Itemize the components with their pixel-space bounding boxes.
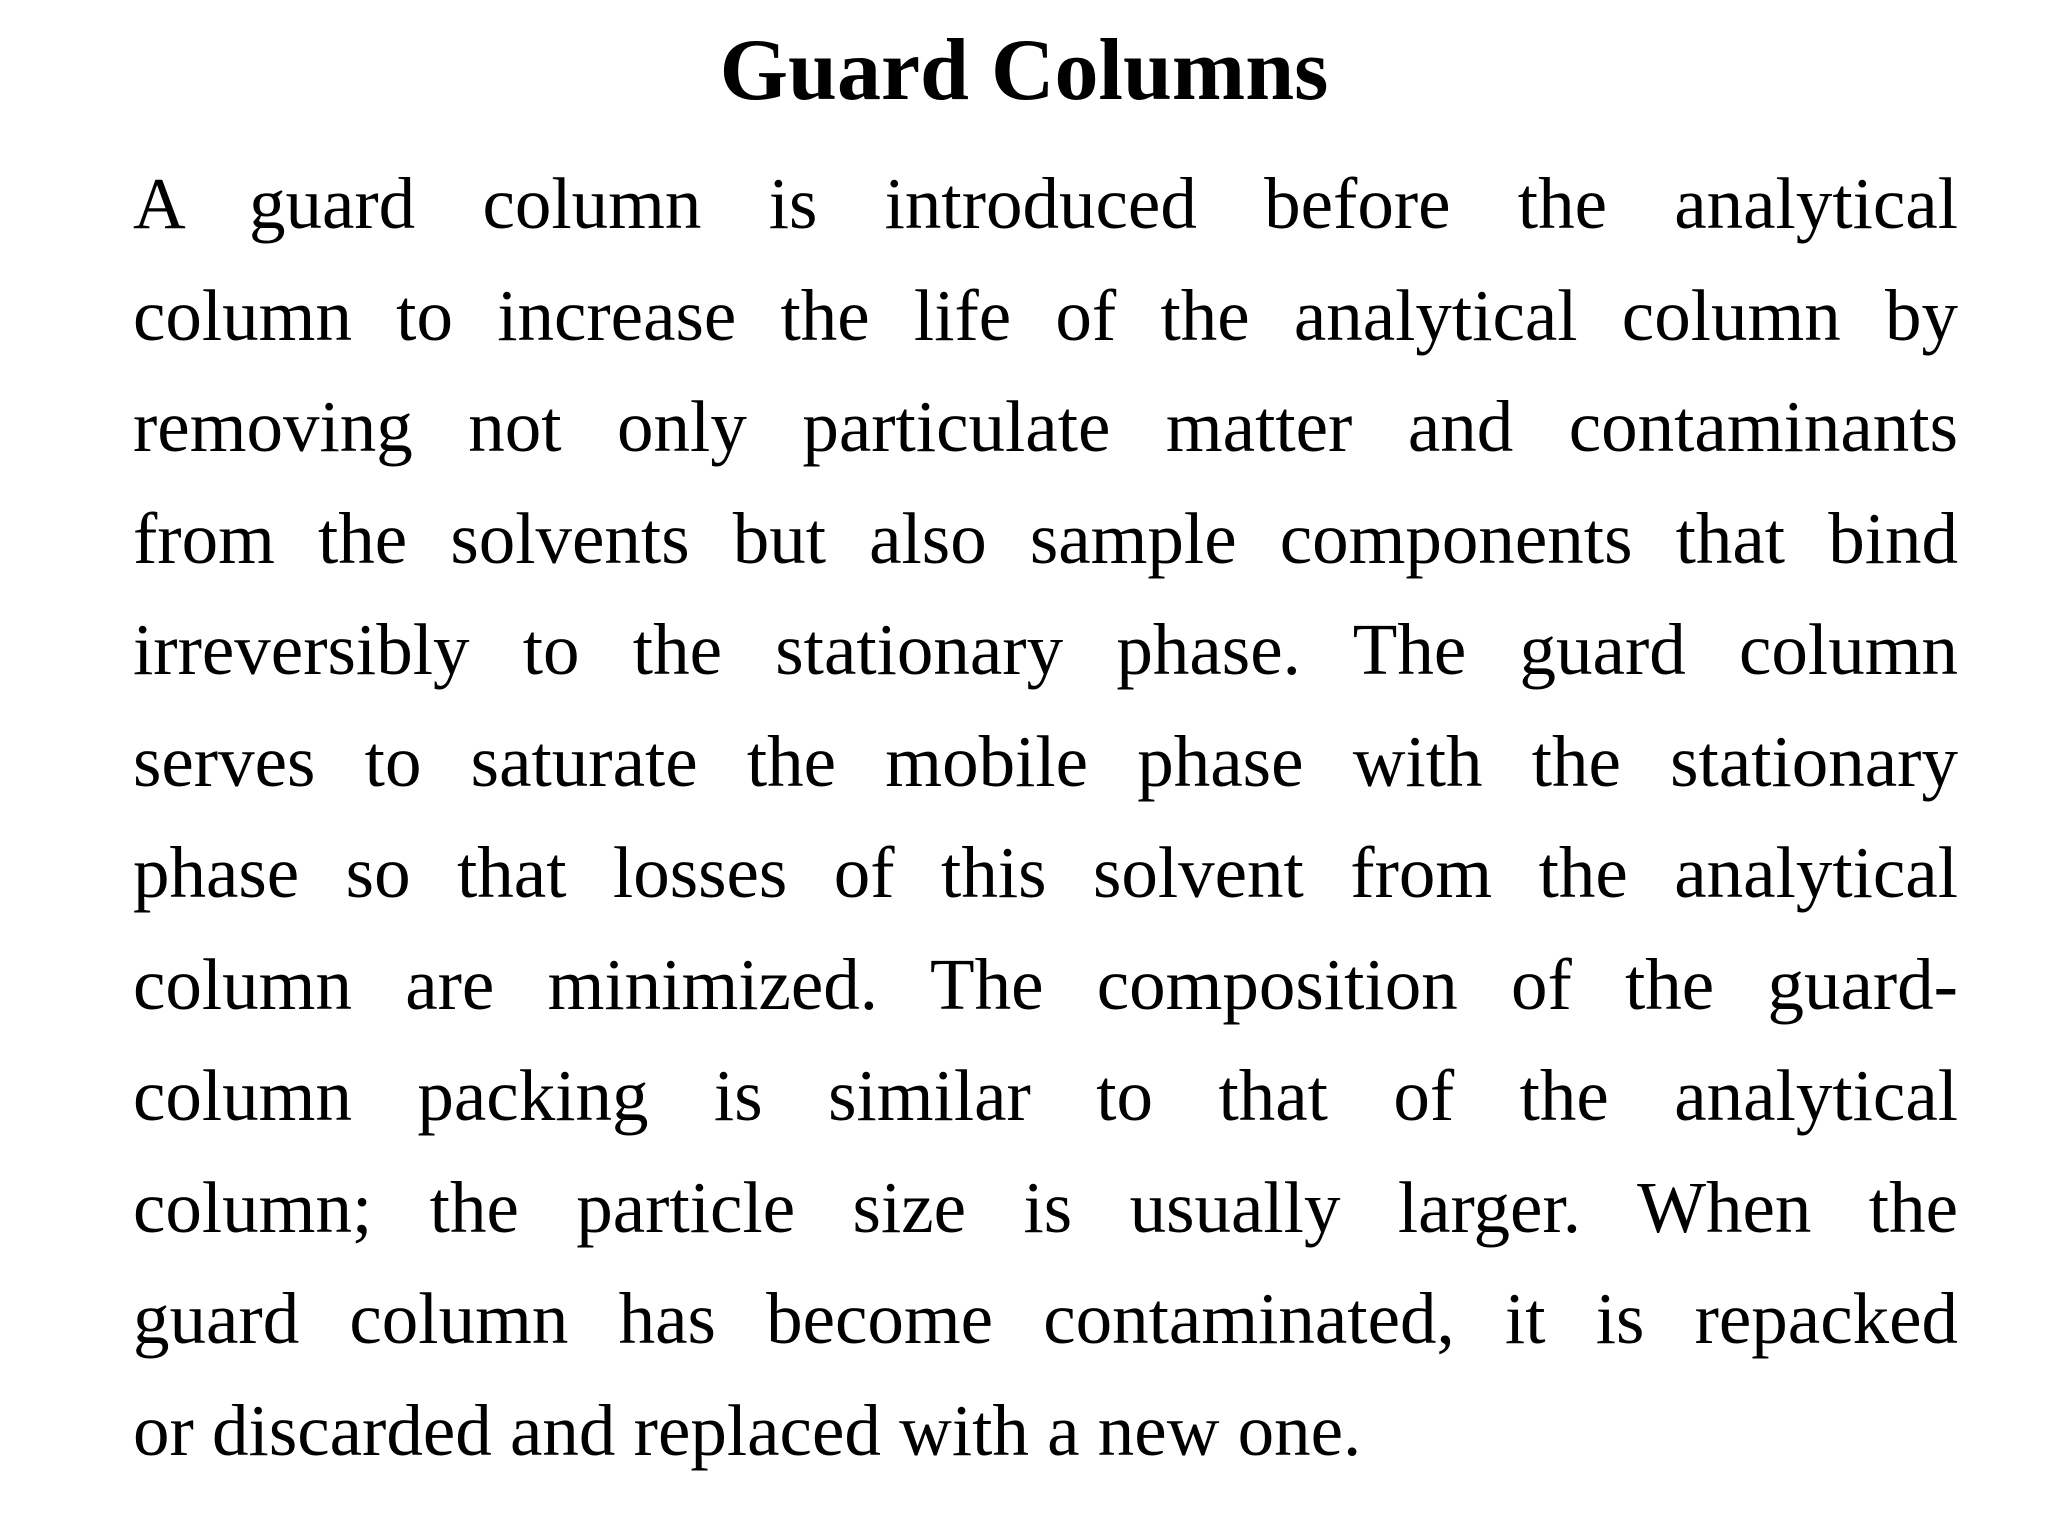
paragraph-line: column are minimized. The composition of the guard-	[133, 943, 1958, 1025]
paragraph-line: column; the particle size is usually larger. When the	[133, 1166, 1958, 1248]
paragraph-line: phase so that losses of this solvent from the analytical	[133, 832, 1958, 913]
paragraph-line: or discarded and replaced with a new one.	[133, 1389, 1362, 1471]
paragraph-line: serves to saturate the mobile phase with the stationary	[133, 720, 1958, 802]
paragraph-line: from the solvents but also sample components that bind	[133, 497, 1958, 579]
paragraph-line: removing not only particulate matter and contaminants	[133, 386, 1958, 467]
paragraph-line: irreversibly to the stationary phase. The guard column	[133, 609, 1958, 690]
paragraph-line: column to increase the life of the analytical column by	[133, 274, 1958, 356]
body-paragraph	[133, 148, 1958, 1486]
paragraph-line: guard column has become contaminated, it is repacked	[133, 1278, 1958, 1359]
page-title: Guard Columns	[719, 22, 1329, 119]
paragraph-line: column packing is similar to that of the analytical	[133, 1055, 1958, 1136]
paragraph-line: A guard column is introduced before the analytical	[133, 163, 1958, 244]
